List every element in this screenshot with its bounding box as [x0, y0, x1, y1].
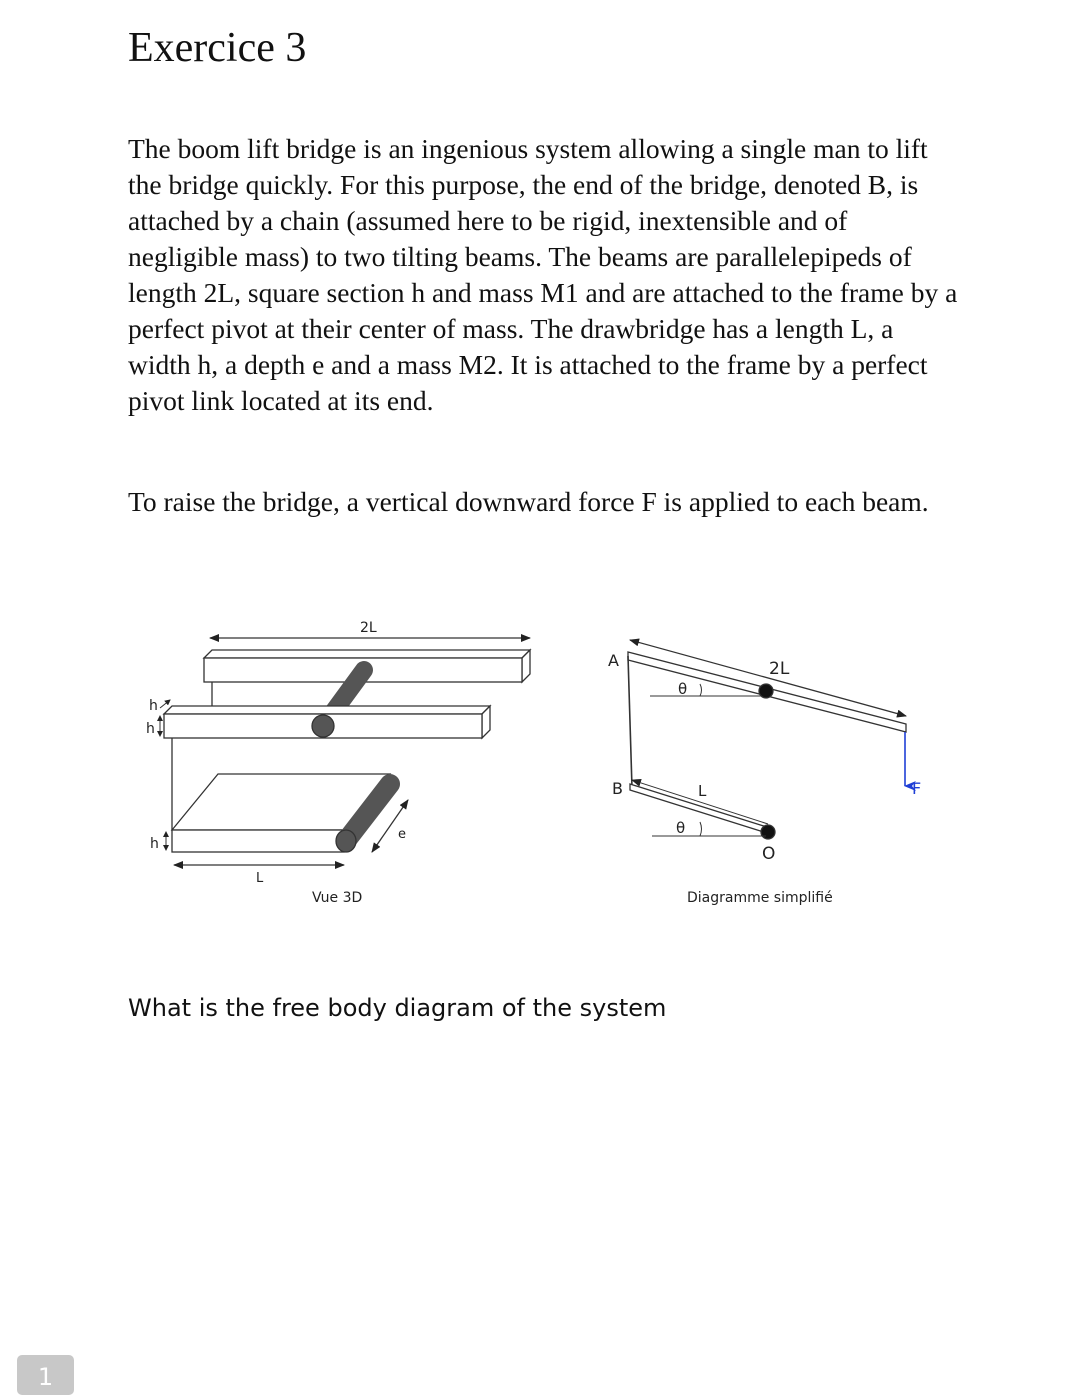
problem-statement: The boom lift bridge is an ingenious system allowing a single man to lift the bridge quickly. For this purpose, the end of the bridge, denoted B, is attached by a chain (assumed here to be rigid, inextensible and of negligible mass) to two tilting beams. The beams are parallelepipeds of length 2L, square section h and mass M1 and are attached to the frame by a perfect pivot at their center of mass. The drawbridge has a length L, a width h, a depth e and a mass M2. It is attached to the frame by a perfect pivot link located at its end. — [128, 133, 958, 416]
page-title: Exercice 3 — [128, 25, 307, 71]
label-h-bottom: h — [150, 836, 159, 852]
simplified-diagram — [628, 640, 906, 839]
label-l-3d: L — [256, 871, 264, 886]
label-f: F — [912, 779, 922, 798]
label-e-3d: e — [398, 827, 406, 842]
pivot-dot-3d — [312, 715, 334, 737]
label-2l-diagram: 2L — [769, 659, 790, 679]
label-h-top: h — [149, 698, 158, 714]
label-l-diagram: L — [698, 782, 707, 800]
page-number-badge: 1 — [17, 1355, 74, 1395]
beam-pivot-dot — [759, 684, 773, 698]
label-o: O — [762, 844, 776, 864]
label-2l-3d: 2L — [360, 620, 377, 636]
label-h-mid: h — [146, 721, 155, 737]
caption-3d-view: Vue 3D — [312, 890, 363, 906]
label-theta-upper: θ — [678, 680, 688, 698]
chain-line — [628, 656, 632, 788]
label-a: A — [608, 651, 619, 670]
caption-simplified-diagram: Diagramme simplifié — [687, 890, 833, 906]
bridge-pivot-dot — [761, 825, 775, 839]
figure — [0, 600, 1080, 920]
label-theta-lower: θ — [676, 819, 686, 837]
question-text: What is the free body diagram of the system — [128, 994, 667, 1022]
label-b: B — [612, 779, 623, 798]
view-3d — [160, 638, 530, 865]
force-statement: To raise the bridge, a vertical downward force F is applied to each beam. — [128, 486, 929, 517]
